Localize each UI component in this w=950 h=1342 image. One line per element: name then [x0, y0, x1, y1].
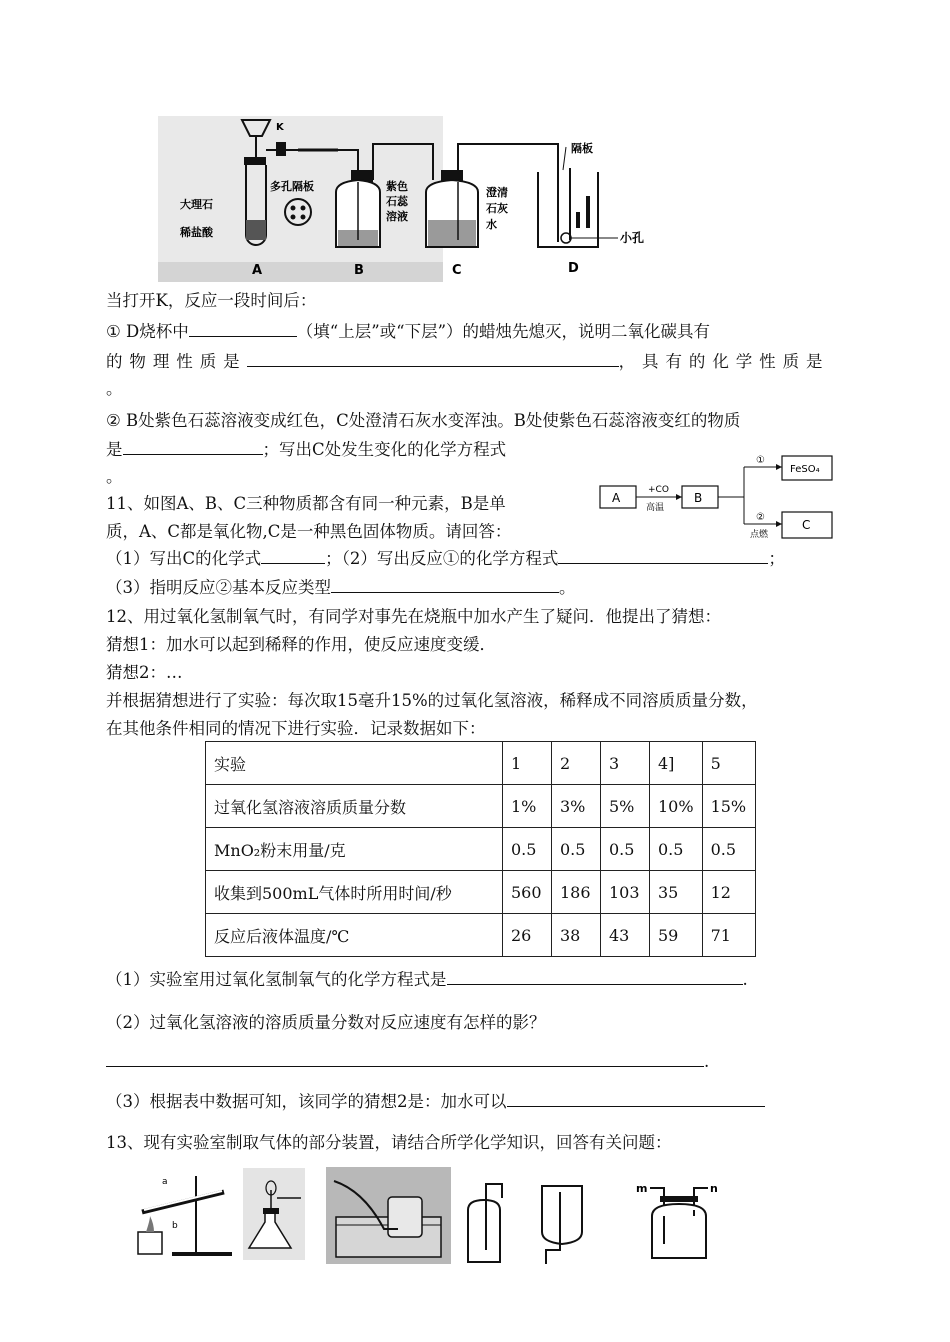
table-row: 收集到500mL气体时所用时间/秒 560 186 103 35 12	[206, 871, 756, 914]
label-limewater-3: 水	[486, 218, 497, 231]
svg-text:①: ①	[756, 455, 765, 466]
label-b: B	[354, 263, 364, 278]
answer-blank-reaction2-type[interactable]	[331, 576, 559, 593]
table-row: MnO₂粉末用量/克 0.5 0.5 0.5 0.5 0.5	[206, 828, 756, 871]
q12-sub3: （3）根据表中数据可知，该同学的猜想2是：加水可以	[106, 1090, 765, 1113]
apparatus-conical-flask	[243, 1168, 305, 1260]
label-litmus-1: 紫色	[386, 180, 408, 193]
svg-text:b: b	[172, 1221, 178, 1231]
svg-text:m: m	[636, 1182, 648, 1195]
apparatus-gas-bottle-2	[538, 1180, 586, 1266]
label-small-hole: 小孔	[620, 231, 645, 245]
label-litmus-3: 溶液	[386, 210, 408, 223]
q12-sub2: （2）过氧化氢溶液的溶质质量分数对反应速度有怎样的影？	[106, 1013, 546, 1032]
label-marble: 大理石	[180, 198, 213, 211]
label-dilute-hcl: 稀盐酸	[180, 226, 213, 239]
q11-line1: 11、如图A、B、C三种物质都含有同一种元素，B是单	[106, 494, 506, 513]
q11-sub3: （3）指明反应②基本反应类型 。	[106, 578, 576, 597]
svg-text:高温: 高温	[646, 503, 665, 513]
q10-part2-end: 。	[106, 467, 123, 486]
apparatus-heating-tube	[132, 1170, 234, 1258]
table-row: 反应后液体温度/℃ 26 38 43 59 71	[206, 914, 756, 957]
answer-blank-layer[interactable]	[189, 320, 297, 337]
svg-text:②: ②	[756, 512, 765, 523]
label-limewater-2: 石灰	[486, 202, 508, 215]
q10-intro: 当打开K，反应一段时间后：	[106, 291, 317, 310]
experiment-data-table	[205, 741, 756, 957]
apparatus-water-trough	[326, 1167, 451, 1264]
apparatus-gas-bottle-1	[462, 1180, 514, 1266]
table-row: 过氧化氢溶液溶质质量分数 1% 3% 5% 10% 15%	[206, 785, 756, 828]
answer-blank-c-formula[interactable]	[261, 547, 325, 564]
q12-line5: 在其他条件相同的情况下进行实验．记录数据如下：	[106, 719, 486, 738]
svg-text:A: A	[612, 491, 621, 505]
co2-apparatus-figure	[158, 112, 678, 284]
q12-line4: 并根据猜想进行了实验：每次取15毫升15%的过氧化氢溶液，稀释成不同溶质质量分数，	[106, 691, 758, 710]
svg-text:C: C	[802, 518, 811, 532]
q10-part1-line1: ① D烧杯中 （填“上层”或“下层”）的蜡烛先熄灭，说明二氧化碳具有	[106, 322, 711, 341]
svg-text:FeSO₄: FeSO₄	[790, 464, 820, 475]
label-d: D	[568, 261, 579, 276]
table-row: 实验 1 2 3 4] 5	[206, 742, 756, 785]
q12-line2: 猜想1：加水可以起到稀释的作用，使反应速度变缓．	[106, 635, 496, 654]
svg-text:B: B	[694, 491, 703, 505]
svg-text:a: a	[162, 1177, 168, 1187]
answer-blank-litmus-substance[interactable]	[123, 438, 263, 455]
label-porous-plate: 多孔隔板	[270, 180, 314, 193]
q11-line2: 质，A、C都是氧化物,C是一种黑色固体物质。请回答：	[106, 522, 512, 541]
q10-part1-end: 。	[106, 379, 123, 398]
q12-line3: 猜想2：…	[106, 663, 183, 682]
q12-sub1: （1）实验室用过氧化氢制氧气的化学方程式是 .	[106, 970, 748, 989]
apparatus-gas-bottle-mn	[634, 1180, 724, 1262]
label-partition: 隔板	[571, 142, 593, 155]
label-litmus-2: 石蕊	[386, 195, 408, 208]
answer-blank-guess2[interactable]	[507, 1090, 765, 1107]
q10-part2-line1: ② B处紫色石蕊溶液变成红色，C处澄清石灰水变浑浊。B处使紫色石蕊溶液变红的物质	[106, 411, 741, 430]
svg-text:n: n	[710, 1182, 718, 1195]
answer-blank-reaction1-equation[interactable]	[558, 547, 768, 564]
label-c: C	[452, 263, 462, 278]
answer-blank-concentration-effect[interactable]	[106, 1050, 704, 1067]
answer-blank-physical-property[interactable]	[247, 350, 619, 367]
q10-part1-line2: 的物理性质是 ，具有的化学性质是	[106, 352, 830, 371]
q13-line1: 13、现有实验室制取气体的部分装置，请结合所学化学知识，回答有关问题：	[106, 1133, 672, 1152]
q11-sub1: （1）写出C的化学式 ；（2）写出反应①的化学方程式 ；	[106, 549, 785, 568]
q10-part2-line2: 是 ；写出C处发生变化的化学方程式	[106, 440, 507, 459]
q11-reaction-diagram	[596, 452, 836, 542]
q12-line1: 12、用过氧化氢制氧气时，有同学对事先在烧瓶中加水产生了疑问．他提出了猜想：	[106, 607, 721, 626]
label-a: A	[252, 263, 263, 278]
svg-text:点燃: 点燃	[750, 530, 769, 540]
svg-text:+CO: +CO	[648, 485, 669, 495]
q12-sub2-answer: .	[106, 1050, 709, 1073]
answer-blank-h2o2-equation[interactable]	[447, 968, 743, 985]
label-k: K	[276, 122, 284, 133]
label-limewater-1: 澄清	[486, 186, 508, 199]
